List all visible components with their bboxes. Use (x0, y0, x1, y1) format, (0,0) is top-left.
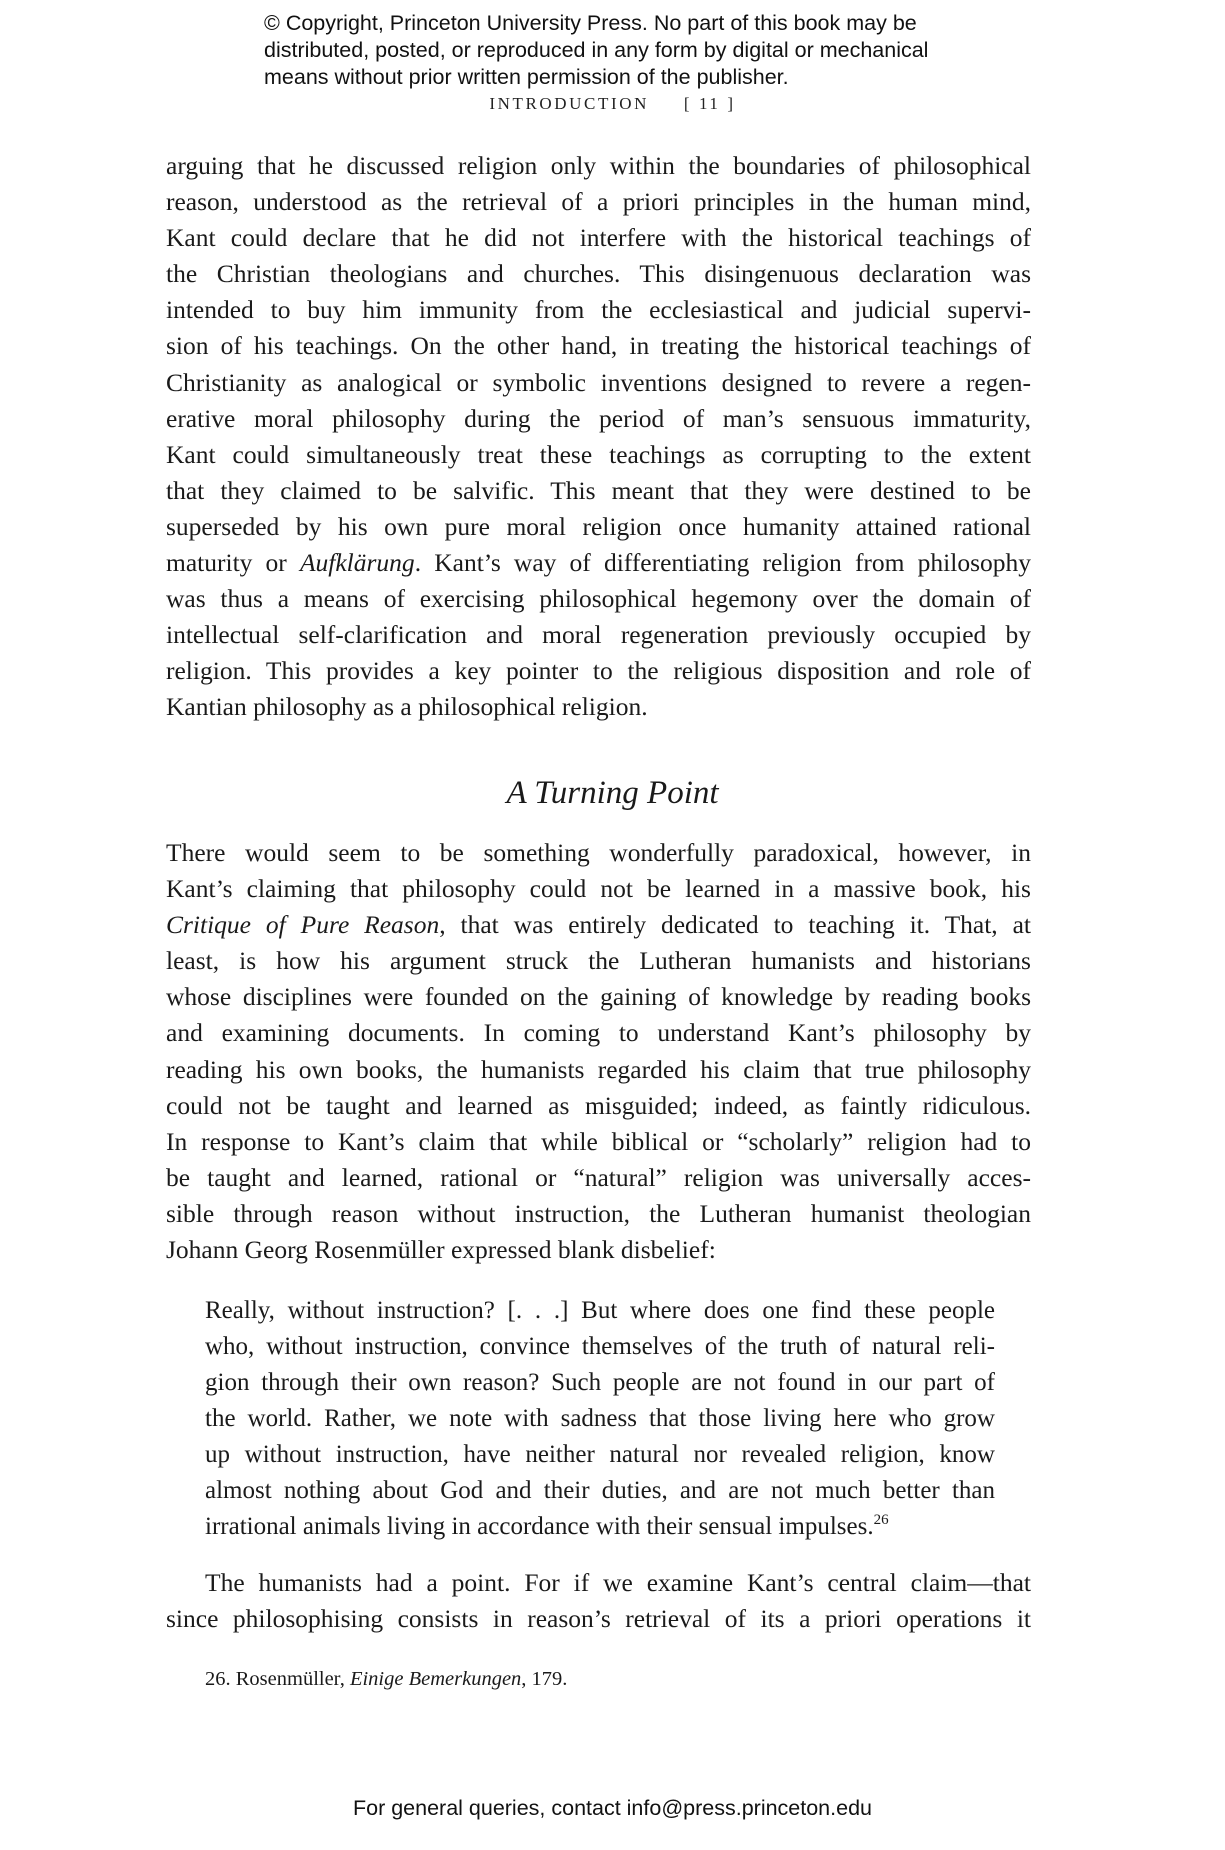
text-line: least, is how his argument struck the Lutheran humanists and historians (166, 946, 1031, 976)
quote-line (205, 1509, 995, 1545)
text-line: erative moral philosophy during the period of man’s sensuous immaturity, (166, 403, 1031, 433)
footer-contact: For general queries, contact info@press.princeton.edu (352, 1796, 872, 1820)
text-line: sion of his teachings. On the other hand, in treating the historical teachings of (166, 331, 1031, 361)
text-line: Kant’s claiming that philosophy could not be learned in a massive book, his (166, 874, 1031, 904)
text-line: religion. This provides a key pointer to the religious disposition and role of (166, 656, 1031, 686)
copyright-line: © Copyright, Princeton University Press. No part of this book may be (264, 11, 917, 35)
section-heading: A Turning Point (506, 775, 719, 811)
text-line: intellectual self-clarification and moral regeneration previously occupied by (166, 620, 1031, 650)
quote-line: who, without instruction, convince themselves of the truth of natural reli- (205, 1333, 995, 1360)
text-line: sible through reason without instruction, the Lutheran humanist theologian (166, 1198, 1031, 1228)
footnote-page: , 179. (521, 1668, 568, 1690)
text-line: The humanists had a point. For if we examine Kant’s central claim—that (205, 1568, 1031, 1597)
text-line: intended to buy him immunity from the ecclesiastical and judicial supervi- (166, 295, 1031, 325)
block-quote (205, 1293, 995, 1545)
text-line: reason, understood as the retrieval of a priori principles in the human mind, (166, 187, 1031, 217)
quote-line: gion through their own reason? Such people are not found in our part of (205, 1369, 995, 1396)
quote-line: up without instruction, have neither natural nor revealed religion, know (205, 1441, 995, 1468)
text-line: that they claimed to be salvific. This meant that they were destined to be (166, 475, 1031, 505)
text-run: maturity or (166, 548, 300, 578)
text-line: In response to Kant’s claim that while biblical or “scholarly” religion had to (166, 1126, 1031, 1156)
text-line: and examining documents. In coming to understand Kant’s philosophy by (166, 1018, 1031, 1048)
text-line (166, 545, 1031, 581)
text-line: since philosophising consists in reason’s retrieval of its a priori operations it (166, 1604, 1031, 1634)
footnote-author: Rosenmüller, (235, 1668, 345, 1690)
text-line (166, 907, 1031, 943)
running-head (0, 94, 1225, 114)
paragraph-1 (166, 148, 1031, 726)
italic-title: Critique of Pure Reason (166, 910, 440, 940)
text-line: Johann Georg Rosenmüller expressed blank disbelief: (166, 1235, 716, 1265)
paragraph-3 (166, 1565, 1031, 1637)
footnote-reference[interactable]: 26 (873, 1512, 889, 1528)
text-line: reading his own books, the humanists regarded his claim that true philosophy (166, 1054, 1031, 1084)
text-line: Kant could simultaneously treat these teachings as corrupting to the extent (166, 439, 1031, 469)
text-line: Kantian philosophy as a philosophical religion. (166, 692, 648, 722)
text-run: . Kant’s way of differentiating religion from philosophy (414, 548, 1032, 578)
text-line: the Christian theologians and churches. This disingenuous declaration was (166, 259, 1031, 289)
text-run: , that was entirely dedicated to teaching it. That, at (439, 910, 1031, 940)
footnote-number: 26. (205, 1668, 231, 1690)
text-line: Kant could declare that he did not interfere with the historical teachings of (166, 223, 1031, 253)
text-line: be taught and learned, rational or “natural” religion was universally acces- (166, 1162, 1031, 1192)
text-line: Christianity as analogical or symbolic inventions designed to revere a regen- (166, 367, 1031, 397)
copyright-line: means without prior written permission of the publisher. (264, 65, 789, 89)
copyright-notice (264, 10, 984, 91)
text-line: could not be taught and learned as misguided; indeed, as faintly ridiculous. (166, 1090, 1031, 1120)
copyright-line: distributed, posted, or reproduced in any form by digital or mechanical (264, 38, 929, 62)
text-line: was thus a means of exercising philosophical hegemony over the domain of (166, 584, 1031, 614)
footnote-26 (205, 1668, 567, 1691)
footnote-title: Einige Bemerkungen (349, 1668, 522, 1690)
italic-term: Aufklärung (299, 548, 415, 578)
running-head-title: INTRODUCTION (489, 94, 649, 113)
text-line: whose disciplines were founded on the gaining of knowledge by reading books (166, 982, 1031, 1012)
quote-line: almost nothing about God and their duties, and are not much better than (205, 1477, 995, 1504)
paragraph-2 (166, 835, 1031, 1268)
page-number: [ 11 ] (683, 94, 736, 113)
text-line: superseded by his own pure moral religion once humanity attained rational (166, 511, 1031, 541)
quote-line: Really, without instruction? [. . .] But where does one find these people (205, 1297, 995, 1324)
text-line: There would seem to be something wonderfully paradoxical, however, in (166, 838, 1031, 867)
quote-line: the world. Rather, we note with sadness that those living here who grow (205, 1405, 995, 1432)
text-line: arguing that he discussed religion only within the boundaries of philosophical (166, 151, 1031, 180)
text-run: irrational animals living in accordance with their sensual impulses. (205, 1513, 874, 1540)
